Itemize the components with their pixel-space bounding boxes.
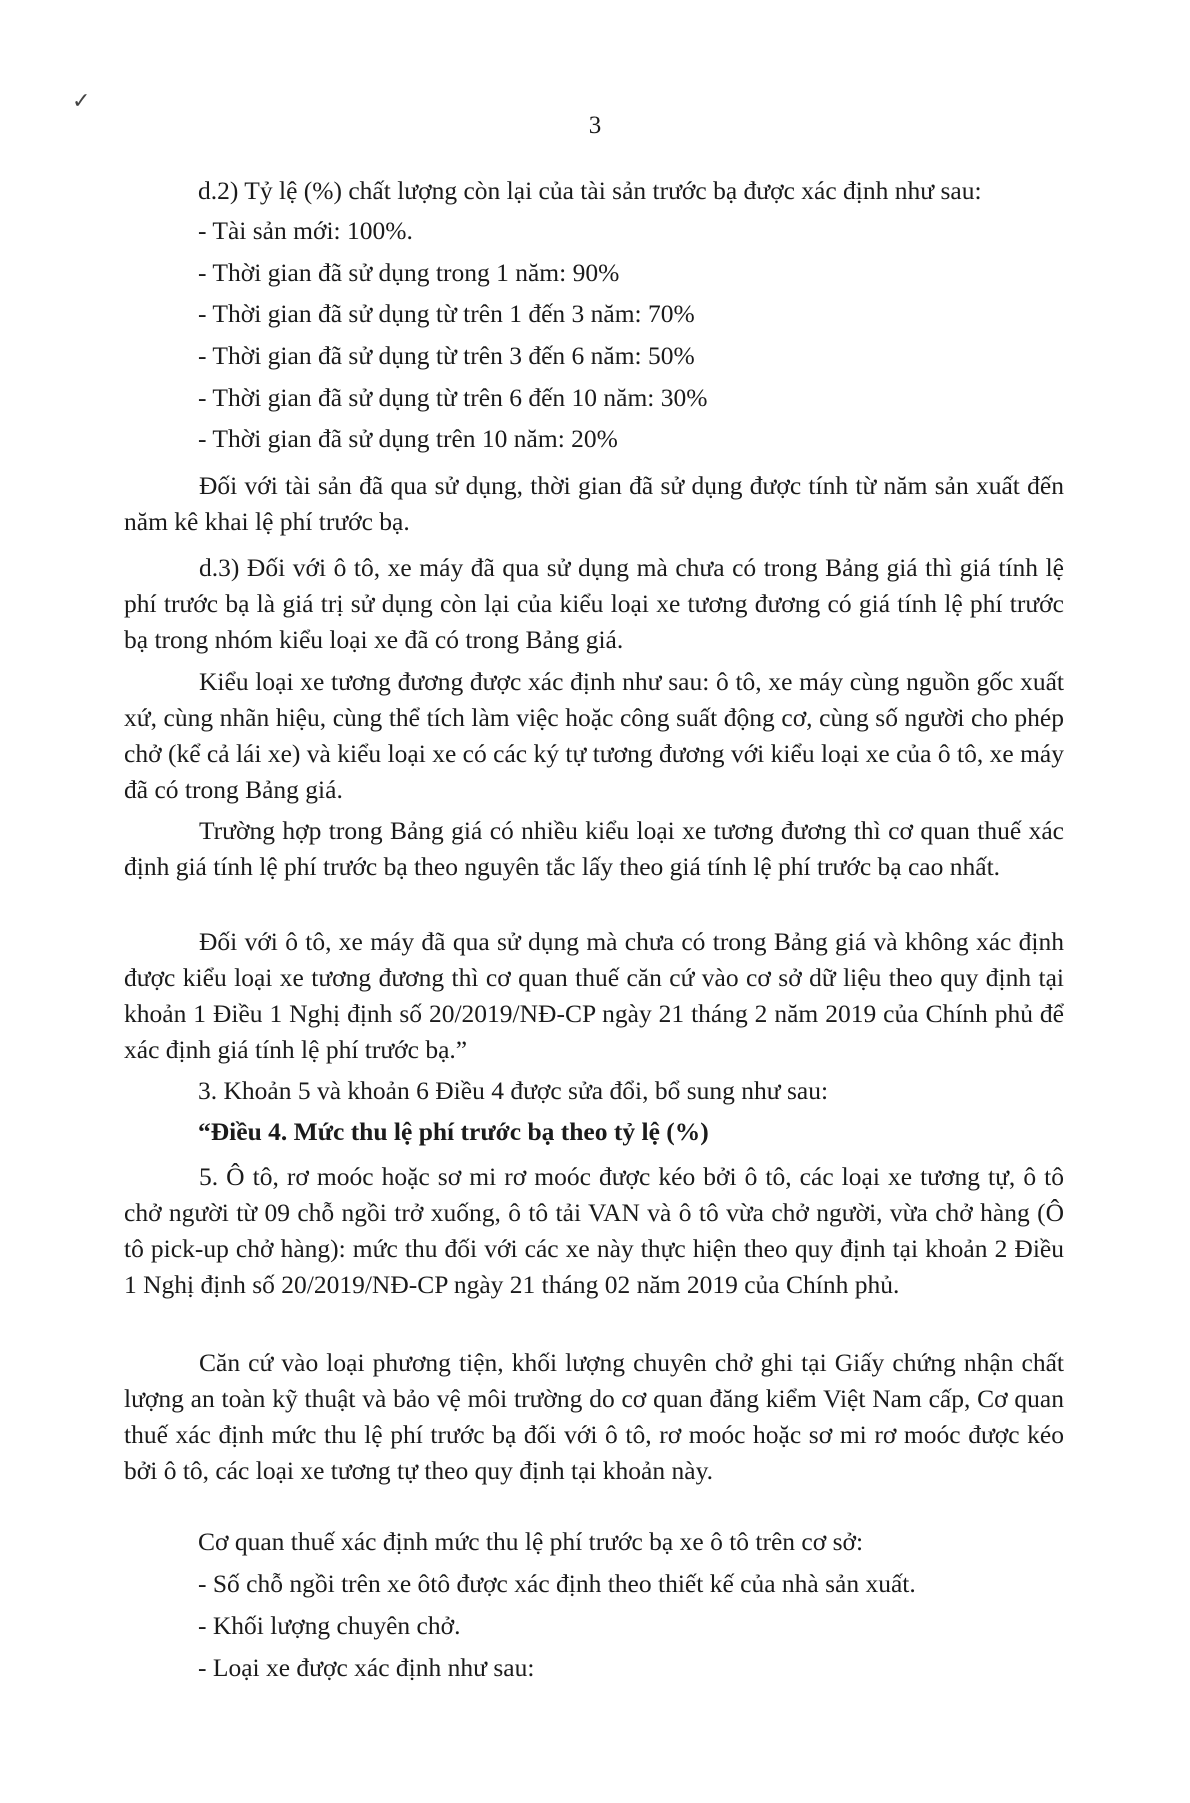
d3-paragraph-1: d.3) Đối với ô tô, xe máy đã qua sử dụng mà chưa có trong Bảng giá thì giá tính lệ phí trước bạ là giá trị sử dụng còn lại của kiểu loại xe tương đương có giá tính lệ phí trước bạ trong nhóm kiểu loại xe đã có trong Bảng giá. (124, 553, 1064, 654)
d2-item-new: - Tài sản mới: 100%. (198, 216, 413, 245)
basis-item-seats: - Số chỗ ngồi trên xe ôtô được xác định theo thiết kế của nhà sản xuất. (198, 1569, 916, 1598)
d2-item-1-3-years: - Thời gian đã sử dụng từ trên 1 đến 3 năm: 70% (198, 299, 695, 328)
d2-note-paragraph: Đối với tài sản đã qua sử dụng, thời gian đã sử dụng được tính từ năm sản xuất đến năm kê khai lệ phí trước bạ. (124, 471, 1064, 536)
basis-item-vehicle-type: - Loại xe được xác định như sau: (198, 1653, 535, 1682)
tax-basis-intro: Cơ quan thuế xác định mức thu lệ phí trước bạ xe ô tô trên cơ sở: (198, 1527, 864, 1556)
d2-heading: d.2) Tỷ lệ (%) chất lượng còn lại của tài sản trước bạ được xác định như sau: (198, 176, 982, 205)
clause-5-paragraph: 5. Ô tô, rơ moóc hoặc sơ mi rơ moóc được kéo bởi ô tô, các loại xe tương tự, ô tô chở người từ 09 chỗ ngồi trở xuống, ô tô tải VAN và ô tô vừa chở người, vừa chở hàng (Ô tô pick-up chở hàng): mức thu đối với các xe này thực hiện theo quy định tại khoản 2 Điều 1 Nghị định số 20/2019/NĐ-CP ngày 21 tháng 02 năm 2019 của Chính phủ. (124, 1162, 1064, 1299)
d3-paragraph-2: Kiểu loại xe tương đương được xác định như sau: ô tô, xe máy cùng nguồn gốc xuất xứ, cùng nhãn hiệu, cùng thể tích làm việc hoặc công suất động cơ, cùng số người cho phép chở (kể cả lái xe) và kiểu loại xe có các ký tự tương đương với kiểu loại xe của ô tô, xe máy đã có trong Bảng giá. (124, 667, 1064, 804)
d3-paragraph-3: Trường hợp trong Bảng giá có nhiều kiểu loại xe tương đương thì cơ quan thuế xác định giá tính lệ phí trước bạ theo nguyên tắc lấy theo giá tính lệ phí trước bạ cao nhất. (124, 816, 1064, 881)
stray-tick-mark: ✓ (72, 88, 91, 113)
d2-item-3-6-years: - Thời gian đã sử dụng từ trên 3 đến 6 năm: 50% (198, 341, 695, 370)
d2-item-1-year: - Thời gian đã sử dụng trong 1 năm: 90% (198, 258, 620, 287)
article-4-title: “Điều 4. Mức thu lệ phí trước bạ theo tỷ lệ (%) (198, 1117, 709, 1146)
clause-5-basis-paragraph: Căn cứ vào loại phương tiện, khối lượng chuyên chở ghi tại Giấy chứng nhận chất lượng an toàn kỹ thuật và bảo vệ môi trường do cơ quan đăng kiểm Việt Nam cấp, Cơ quan thuế xác định mức thu lệ phí trước bạ đối với ô tô, rơ moóc hoặc sơ mi rơ moóc được kéo bởi ô tô, các loại xe tương tự theo quy định tại khoản này. (124, 1348, 1064, 1485)
basis-item-payload: - Khối lượng chuyên chở. (198, 1611, 461, 1640)
d2-item-6-10-years: - Thời gian đã sử dụng từ trên 6 đến 10 năm: 30% (198, 383, 708, 412)
d2-item-over-10-years: - Thời gian đã sử dụng trên 10 năm: 20% (198, 424, 618, 453)
d3-paragraph-4: Đối với ô tô, xe máy đã qua sử dụng mà chưa có trong Bảng giá và không xác định được kiểu loại xe tương đương thì cơ quan thuế căn cứ vào cơ sở dữ liệu theo quy định tại khoản 1 Điều 1 Nghị định số 20/2019/NĐ-CP ngày 21 tháng 2 năm 2019 của Chính phủ để xác định giá tính lệ phí trước bạ.” (124, 927, 1064, 1064)
section-3-intro: 3. Khoản 5 và khoản 6 Điều 4 được sửa đổi, bổ sung như sau: (198, 1076, 829, 1105)
page-number: 3 (588, 112, 602, 139)
